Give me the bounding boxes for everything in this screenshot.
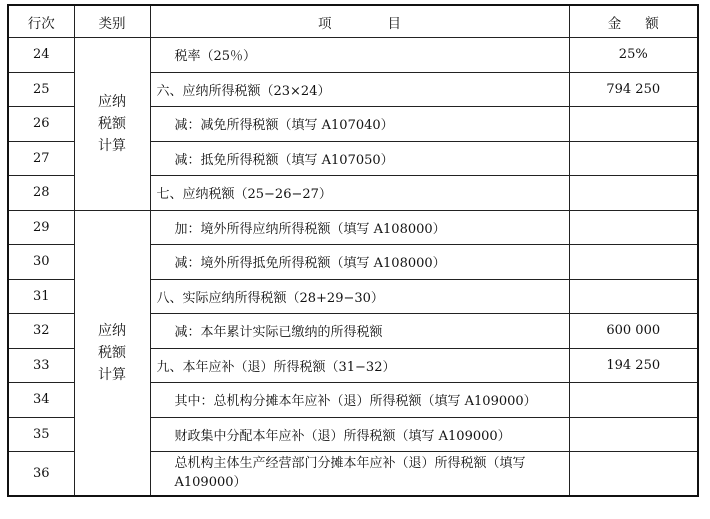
row-item: 九、本年应补（退）所得税额（31−32） [150,348,569,383]
row-item: 减：本年累计实际已缴纳的所得税额 [150,314,569,349]
category-line: 计算 [98,366,126,383]
row-amount [569,107,698,142]
header-item-char-2: 目 [387,15,401,32]
header-item-char-1: 项 [318,15,332,32]
row-number: 27 [8,141,74,176]
category-line: 应纳 [98,93,126,110]
row-amount: 600 000 [569,314,698,349]
header-item [150,5,569,38]
tax-calculation-table [7,4,699,497]
row-number: 30 [8,245,74,280]
row-item: 加：境外所得应纳所得税额（填写 A108000） [150,210,569,245]
row-item: 总机构主体生产经营部门分摊本年应补（退）所得税额（填写 A109000） [150,452,569,496]
header-amount [569,5,698,38]
row-amount [569,176,698,211]
row-number: 36 [8,452,74,496]
row-item: 减：境外所得抵免所得税额（填写 A108000） [150,245,569,280]
table-row [8,210,698,245]
row-amount [569,452,698,496]
row-item: 减：抵免所得税额（填写 A107050） [150,141,569,176]
row-number: 34 [8,383,74,418]
row-item: 减：减免所得税额（填写 A107040） [150,107,569,142]
row-item: 八、实际应纳所得税额（28+29−30） [150,279,569,314]
row-number: 28 [8,176,74,211]
row-amount [569,279,698,314]
category-line: 计算 [98,137,126,154]
row-number: 33 [8,348,74,383]
header-amount-char-1: 金 [607,15,622,32]
row-item: 其中：总机构分摊本年应补（退）所得税额（填写 A109000） [150,383,569,418]
row-number: 24 [8,38,74,73]
row-number: 29 [8,210,74,245]
category-line: 税额 [98,115,126,132]
header-category: 类别 [74,5,150,38]
row-number: 32 [8,314,74,349]
category-line: 应纳 [98,322,126,339]
row-item: 六、应纳所得税额（23×24） [150,72,569,107]
category-cell [74,210,150,496]
row-amount: 25% [569,38,698,73]
row-number: 25 [8,72,74,107]
category-cell [74,38,150,211]
row-number: 31 [8,279,74,314]
table-row [8,38,698,73]
row-amount: 194 250 [569,348,698,383]
header-row [8,5,698,38]
header-row-no: 行次 [8,5,74,38]
row-item: 财政集中分配本年应补（退）所得税额（填写 A109000） [150,417,569,452]
row-item: 税率（25％） [150,38,569,73]
row-number: 35 [8,417,74,452]
row-amount [569,210,698,245]
row-amount [569,141,698,176]
row-amount [569,383,698,418]
row-number: 26 [8,107,74,142]
row-amount: 794 250 [569,72,698,107]
category-line: 税额 [98,344,126,361]
row-amount [569,417,698,452]
row-amount [569,245,698,280]
header-amount-char-2: 额 [645,15,659,32]
row-item: 七、应纳税额（25−26−27） [150,176,569,211]
